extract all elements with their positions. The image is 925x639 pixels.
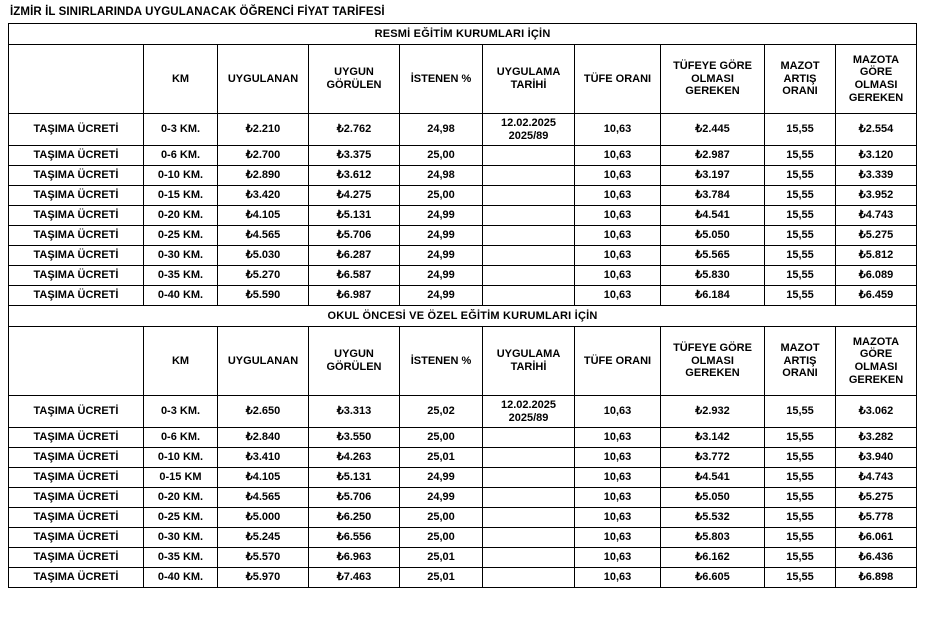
row-label: TAŞIMA ÜCRETİ — [9, 166, 144, 186]
row-uygulanan: ₺5.245 — [218, 528, 309, 548]
row-uygulama-tarihi — [483, 428, 575, 448]
row-istenen-yuzde: 24,99 — [400, 246, 483, 266]
column-header-label — [9, 45, 144, 114]
row-tufe-orani: 10,63 — [575, 568, 661, 588]
row-km: 0-10 KM. — [144, 448, 218, 468]
row-uygun-gorulen: ₺3.612 — [309, 166, 400, 186]
row-mazota-gore: ₺3.940 — [836, 448, 917, 468]
row-istenen-yuzde: 24,99 — [400, 286, 483, 306]
row-mazota-gore: ₺6.459 — [836, 286, 917, 306]
row-tufeye-gore: ₺2.932 — [661, 396, 765, 428]
row-uygulanan: ₺5.000 — [218, 508, 309, 528]
row-label: TAŞIMA ÜCRETİ — [9, 206, 144, 226]
row-tufeye-gore: ₺6.184 — [661, 286, 765, 306]
table-row — [9, 246, 917, 266]
row-km: 0-3 KM. — [144, 396, 218, 428]
row-uygulanan: ₺3.420 — [218, 186, 309, 206]
row-label: TAŞIMA ÜCRETİ — [9, 528, 144, 548]
section-heading-row — [9, 24, 917, 45]
column-header-km: KM — [144, 327, 218, 396]
row-istenen-yuzde: 25,00 — [400, 428, 483, 448]
table-row — [9, 166, 917, 186]
row-mazota-gore: ₺5.275 — [836, 226, 917, 246]
row-tufeye-gore: ₺5.050 — [661, 226, 765, 246]
row-label: TAŞIMA ÜCRETİ — [9, 448, 144, 468]
row-uygun-gorulen: ₺6.587 — [309, 266, 400, 286]
row-km: 0-20 KM. — [144, 206, 218, 226]
row-mazota-gore: ₺3.120 — [836, 146, 917, 166]
row-label: TAŞIMA ÜCRETİ — [9, 468, 144, 488]
row-mazot-artis: 15,55 — [765, 246, 836, 266]
row-label: TAŞIMA ÜCRETİ — [9, 286, 144, 306]
section-heading-row — [9, 306, 917, 327]
row-tufe-orani: 10,63 — [575, 146, 661, 166]
table-row — [9, 468, 917, 488]
row-km: 0-6 KM. — [144, 428, 218, 448]
row-mazot-artis: 15,55 — [765, 528, 836, 548]
table-row — [9, 528, 917, 548]
row-tufeye-gore: ₺4.541 — [661, 206, 765, 226]
row-label: TAŞIMA ÜCRETİ — [9, 266, 144, 286]
section-heading: RESMİ EĞİTİM KURUMLARI İÇİN — [9, 24, 917, 45]
row-tufeye-gore: ₺3.772 — [661, 448, 765, 468]
row-mazot-artis: 15,55 — [765, 226, 836, 246]
column-header-uygulama-tarihi: UYGULAMA TARİHİ — [483, 327, 575, 396]
column-header-uygun-gorulen: UYGUN GÖRÜLEN — [309, 45, 400, 114]
row-tufe-orani: 10,63 — [575, 508, 661, 528]
column-header-row — [9, 327, 917, 396]
row-tufe-orani: 10,63 — [575, 186, 661, 206]
row-mazot-artis: 15,55 — [765, 286, 836, 306]
row-uygulanan: ₺5.270 — [218, 266, 309, 286]
row-label: TAŞIMA ÜCRETİ — [9, 146, 144, 166]
row-uygun-gorulen: ₺2.762 — [309, 114, 400, 146]
row-uygulanan: ₺3.410 — [218, 448, 309, 468]
row-km: 0-35 KM. — [144, 266, 218, 286]
row-istenen-yuzde: 24,99 — [400, 226, 483, 246]
row-mazota-gore: ₺6.898 — [836, 568, 917, 588]
row-tufe-orani: 10,63 — [575, 206, 661, 226]
row-mazot-artis: 15,55 — [765, 508, 836, 528]
row-tufeye-gore: ₺5.803 — [661, 528, 765, 548]
column-header-uygulanan: UYGULANAN — [218, 45, 309, 114]
table-row — [9, 548, 917, 568]
row-km: 0-30 KM. — [144, 246, 218, 266]
row-km: 0-3 KM. — [144, 114, 218, 146]
row-tufeye-gore: ₺4.541 — [661, 468, 765, 488]
row-tufe-orani: 10,63 — [575, 286, 661, 306]
table-row — [9, 286, 917, 306]
column-header-istenen: İSTENEN % — [400, 327, 483, 396]
row-km: 0-35 KM. — [144, 548, 218, 568]
row-km: 0-15 KM — [144, 468, 218, 488]
row-mazot-artis: 15,55 — [765, 568, 836, 588]
row-istenen-yuzde: 25,02 — [400, 396, 483, 428]
row-mazota-gore: ₺3.952 — [836, 186, 917, 206]
row-uygun-gorulen: ₺6.556 — [309, 528, 400, 548]
table-row — [9, 568, 917, 588]
row-mazot-artis: 15,55 — [765, 206, 836, 226]
row-tufeye-gore: ₺5.830 — [661, 266, 765, 286]
row-label: TAŞIMA ÜCRETİ — [9, 568, 144, 588]
row-uygulanan: ₺2.840 — [218, 428, 309, 448]
row-uygulama-tarihi — [483, 528, 575, 548]
row-uygun-gorulen: ₺5.706 — [309, 226, 400, 246]
row-label: TAŞIMA ÜCRETİ — [9, 548, 144, 568]
row-label: TAŞIMA ÜCRETİ — [9, 246, 144, 266]
column-header-tufe-orani: TÜFE ORANI — [575, 327, 661, 396]
row-tufe-orani: 10,63 — [575, 166, 661, 186]
row-istenen-yuzde: 25,00 — [400, 528, 483, 548]
row-uygulama-tarihi — [483, 246, 575, 266]
row-uygulama-tarihi: 12.02.2025 2025/89 — [483, 396, 575, 428]
column-header-mazot-artis: MAZOT ARTIŞ ORANI — [765, 327, 836, 396]
row-tufe-orani: 10,63 — [575, 226, 661, 246]
row-uygun-gorulen: ₺6.963 — [309, 548, 400, 568]
table-row — [9, 206, 917, 226]
table-row — [9, 226, 917, 246]
row-mazota-gore: ₺6.061 — [836, 528, 917, 548]
row-km: 0-25 KM. — [144, 226, 218, 246]
row-uygulama-tarihi — [483, 568, 575, 588]
row-tufe-orani: 10,63 — [575, 548, 661, 568]
row-tufeye-gore: ₺5.565 — [661, 246, 765, 266]
row-mazot-artis: 15,55 — [765, 468, 836, 488]
table-row — [9, 508, 917, 528]
row-mazot-artis: 15,55 — [765, 548, 836, 568]
table-row — [9, 146, 917, 166]
row-uygulanan: ₺5.030 — [218, 246, 309, 266]
row-tufe-orani: 10,63 — [575, 396, 661, 428]
row-istenen-yuzde: 24,99 — [400, 206, 483, 226]
row-uygulanan: ₺5.590 — [218, 286, 309, 306]
row-label: TAŞIMA ÜCRETİ — [9, 508, 144, 528]
row-tufe-orani: 10,63 — [575, 246, 661, 266]
row-uygulama-tarihi: 12.02.2025 2025/89 — [483, 114, 575, 146]
row-uygulama-tarihi — [483, 146, 575, 166]
row-mazota-gore: ₺2.554 — [836, 114, 917, 146]
column-header-uygulama-tarihi: UYGULAMA TARİHİ — [483, 45, 575, 114]
row-mazota-gore: ₺3.339 — [836, 166, 917, 186]
row-label: TAŞIMA ÜCRETİ — [9, 114, 144, 146]
row-label: TAŞIMA ÜCRETİ — [9, 396, 144, 428]
row-istenen-yuzde: 24,99 — [400, 488, 483, 508]
row-km: 0-40 KM. — [144, 568, 218, 588]
row-uygun-gorulen: ₺6.250 — [309, 508, 400, 528]
column-header-uygun-gorulen: UYGUN GÖRÜLEN — [309, 327, 400, 396]
row-uygun-gorulen: ₺5.131 — [309, 206, 400, 226]
row-uygulama-tarihi — [483, 448, 575, 468]
row-mazot-artis: 15,55 — [765, 448, 836, 468]
row-uygun-gorulen: ₺3.375 — [309, 146, 400, 166]
column-header-row — [9, 45, 917, 114]
row-km: 0-15 KM. — [144, 186, 218, 206]
row-mazot-artis: 15,55 — [765, 266, 836, 286]
row-mazota-gore: ₺4.743 — [836, 206, 917, 226]
column-header-istenen: İSTENEN % — [400, 45, 483, 114]
row-mazota-gore: ₺5.275 — [836, 488, 917, 508]
page-title: İZMİR İL SINIRLARINDA UYGULANACAK ÖĞRENCİ FİYAT TARİFESİ — [10, 6, 385, 18]
row-uygulama-tarihi — [483, 266, 575, 286]
table-row — [9, 266, 917, 286]
row-tufeye-gore: ₺2.445 — [661, 114, 765, 146]
row-istenen-yuzde: 24,98 — [400, 166, 483, 186]
row-uygulanan: ₺4.565 — [218, 488, 309, 508]
row-label: TAŞIMA ÜCRETİ — [9, 428, 144, 448]
row-uygulama-tarihi — [483, 286, 575, 306]
row-uygun-gorulen: ₺3.550 — [309, 428, 400, 448]
row-uygulanan: ₺2.650 — [218, 396, 309, 428]
row-km: 0-30 KM. — [144, 528, 218, 548]
row-tufeye-gore: ₺3.784 — [661, 186, 765, 206]
row-uygun-gorulen: ₺3.313 — [309, 396, 400, 428]
row-uygun-gorulen: ₺6.287 — [309, 246, 400, 266]
row-mazota-gore: ₺5.812 — [836, 246, 917, 266]
row-istenen-yuzde: 25,01 — [400, 568, 483, 588]
column-header-tufeye-gore: TÜFEYE GÖRE OLMASI GEREKEN — [661, 327, 765, 396]
table-row — [9, 448, 917, 468]
row-label: TAŞIMA ÜCRETİ — [9, 186, 144, 206]
row-mazota-gore: ₺3.062 — [836, 396, 917, 428]
row-tufeye-gore: ₺6.605 — [661, 568, 765, 588]
column-header-uygulanan: UYGULANAN — [218, 327, 309, 396]
row-uygulanan: ₺2.890 — [218, 166, 309, 186]
table-body — [9, 24, 917, 588]
row-tufe-orani: 10,63 — [575, 428, 661, 448]
row-istenen-yuzde: 25,00 — [400, 186, 483, 206]
row-uygulanan: ₺2.700 — [218, 146, 309, 166]
column-header-tufeye-gore: TÜFEYE GÖRE OLMASI GEREKEN — [661, 45, 765, 114]
row-istenen-yuzde: 25,01 — [400, 548, 483, 568]
row-uygulanan: ₺4.565 — [218, 226, 309, 246]
section-heading: OKUL ÖNCESİ VE ÖZEL EĞİTİM KURUMLARI İÇİN — [9, 306, 917, 327]
row-uygulama-tarihi — [483, 186, 575, 206]
column-header-label — [9, 327, 144, 396]
row-mazot-artis: 15,55 — [765, 488, 836, 508]
column-header-mazota-gore: MAZOTA GÖRE OLMASI GEREKEN — [836, 327, 917, 396]
row-tufe-orani: 10,63 — [575, 266, 661, 286]
row-mazot-artis: 15,55 — [765, 186, 836, 206]
row-tufeye-gore: ₺5.532 — [661, 508, 765, 528]
tariff-table — [8, 23, 917, 588]
row-tufe-orani: 10,63 — [575, 488, 661, 508]
row-km: 0-6 KM. — [144, 146, 218, 166]
row-tufeye-gore: ₺3.142 — [661, 428, 765, 448]
row-istenen-yuzde: 24,98 — [400, 114, 483, 146]
table-row — [9, 428, 917, 448]
row-mazota-gore: ₺3.282 — [836, 428, 917, 448]
row-uygulanan: ₺2.210 — [218, 114, 309, 146]
row-uygun-gorulen: ₺6.987 — [309, 286, 400, 306]
row-tufe-orani: 10,63 — [575, 528, 661, 548]
table-row — [9, 396, 917, 428]
row-uygun-gorulen: ₺5.706 — [309, 488, 400, 508]
table-row — [9, 186, 917, 206]
row-label: TAŞIMA ÜCRETİ — [9, 488, 144, 508]
row-mazota-gore: ₺4.743 — [836, 468, 917, 488]
row-uygun-gorulen: ₺4.263 — [309, 448, 400, 468]
row-uygulama-tarihi — [483, 226, 575, 246]
row-tufe-orani: 10,63 — [575, 468, 661, 488]
row-km: 0-10 KM. — [144, 166, 218, 186]
row-uygun-gorulen: ₺7.463 — [309, 568, 400, 588]
row-mazota-gore: ₺6.436 — [836, 548, 917, 568]
row-mazot-artis: 15,55 — [765, 428, 836, 448]
column-header-mazot-artis: MAZOT ARTIŞ ORANI — [765, 45, 836, 114]
column-header-tufe-orani: TÜFE ORANI — [575, 45, 661, 114]
row-tufeye-gore: ₺5.050 — [661, 488, 765, 508]
row-km: 0-25 KM. — [144, 508, 218, 528]
row-tufeye-gore: ₺6.162 — [661, 548, 765, 568]
row-km: 0-40 KM. — [144, 286, 218, 306]
row-istenen-yuzde: 25,00 — [400, 146, 483, 166]
row-uygun-gorulen: ₺5.131 — [309, 468, 400, 488]
row-uygulama-tarihi — [483, 206, 575, 226]
row-mazot-artis: 15,55 — [765, 146, 836, 166]
row-uygulama-tarihi — [483, 468, 575, 488]
row-uygulama-tarihi — [483, 548, 575, 568]
row-istenen-yuzde: 24,99 — [400, 266, 483, 286]
row-istenen-yuzde: 25,01 — [400, 448, 483, 468]
row-tufe-orani: 10,63 — [575, 448, 661, 468]
row-uygulanan: ₺5.970 — [218, 568, 309, 588]
row-label: TAŞIMA ÜCRETİ — [9, 226, 144, 246]
row-mazot-artis: 15,55 — [765, 396, 836, 428]
row-uygulama-tarihi — [483, 508, 575, 528]
row-mazota-gore: ₺6.089 — [836, 266, 917, 286]
page-bottom-edge — [8, 588, 917, 594]
row-uygulanan: ₺4.105 — [218, 468, 309, 488]
row-istenen-yuzde: 25,00 — [400, 508, 483, 528]
row-uygun-gorulen: ₺4.275 — [309, 186, 400, 206]
row-uygulama-tarihi — [483, 166, 575, 186]
row-istenen-yuzde: 24,99 — [400, 468, 483, 488]
row-uygulanan: ₺4.105 — [218, 206, 309, 226]
row-tufe-orani: 10,63 — [575, 114, 661, 146]
row-uygulama-tarihi — [483, 488, 575, 508]
table-row — [9, 488, 917, 508]
row-tufeye-gore: ₺3.197 — [661, 166, 765, 186]
row-mazot-artis: 15,55 — [765, 166, 836, 186]
row-tufeye-gore: ₺2.987 — [661, 146, 765, 166]
row-km: 0-20 KM. — [144, 488, 218, 508]
column-header-km: KM — [144, 45, 218, 114]
row-uygulanan: ₺5.570 — [218, 548, 309, 568]
column-header-mazota-gore: MAZOTA GÖRE OLMASI GEREKEN — [836, 45, 917, 114]
table-row — [9, 114, 917, 146]
row-mazota-gore: ₺5.778 — [836, 508, 917, 528]
row-mazot-artis: 15,55 — [765, 114, 836, 146]
